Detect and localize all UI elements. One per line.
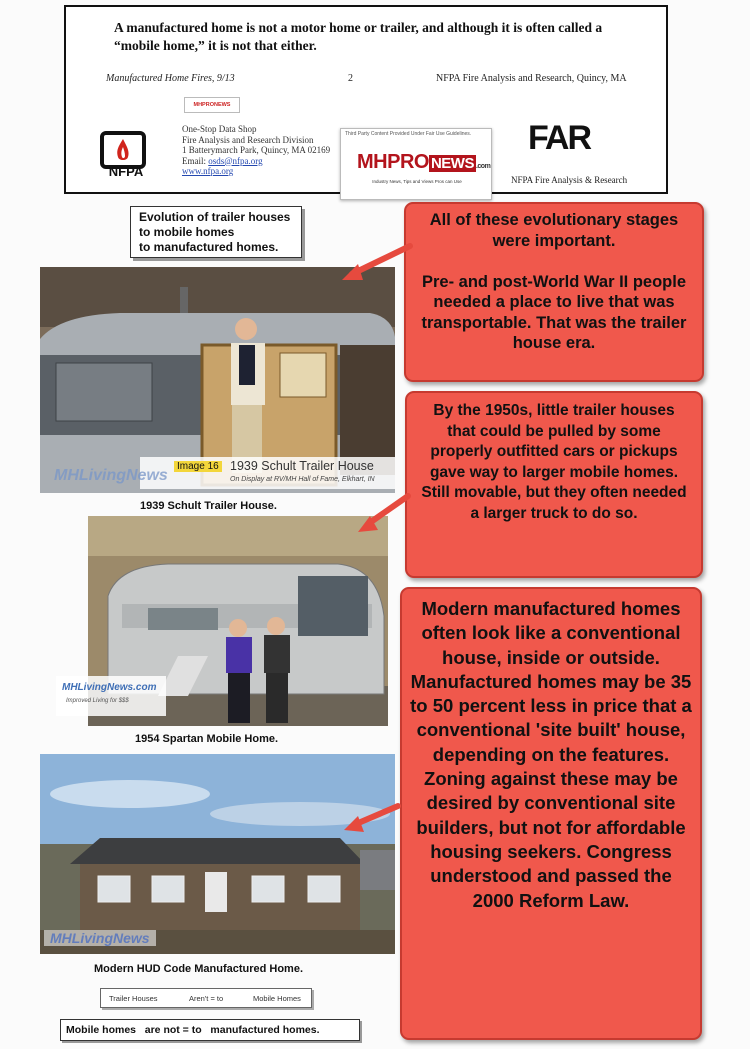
comparison-mid: Aren't = to (189, 994, 224, 1003)
email-link[interactable]: osds@nfpa.org (208, 155, 263, 166)
badge-tagline: Industry News, Tips and Views Pros can Use (372, 179, 462, 184)
report-source: Manufactured Home Fires, 9/13 (106, 73, 235, 84)
callout-mobile-home-era: By the 1950s, little trailer houses that could be pulled by some properly outfitted cars or pickups gave way to larger mobile homes. Still movable, but they often needed a larger truck to do so. (405, 391, 703, 578)
callout-trailer-era: All of these evolutionary stages were important. Pre- and post-World War II people needed a place to live that was transportable. That was the trailer house era. (404, 202, 704, 382)
evolution-line: to mobile homes (139, 225, 235, 239)
watermark (56, 676, 166, 716)
evolution-line: Evolution of trailer houses (139, 210, 291, 224)
logo-com: .com (475, 163, 491, 170)
report-quote: A manufactured home is not a motor home or trailer, and although it is often called a “mobile home,” it is not that either. (114, 20, 603, 53)
image-number-tag: Image 16 (174, 461, 222, 472)
fair-use-disclaimer: Third Party Content Provided Under Fair Use Guidelines. (345, 131, 472, 137)
address-block (182, 124, 330, 177)
nfpa-logo-text: NFPA (108, 164, 144, 179)
website-link[interactable]: www.nfpa.org (182, 166, 234, 176)
address-line: 1 Batterymarch Park, Quincy, MA 02169 (182, 145, 331, 155)
photo-caption: 1939 Schult Trailer House. (140, 500, 277, 512)
overlay-title: 1939 Schult Trailer House (230, 459, 374, 473)
watermark: MHLivingNews (44, 930, 156, 946)
watermark: MHLivingNews (54, 467, 168, 484)
small-mhpronews-badge: MHPRONEWS (184, 97, 240, 113)
photo-spartan-mobile-home (62, 516, 388, 726)
email-row (182, 156, 330, 167)
far-logo (528, 119, 590, 158)
arrow-icon (340, 800, 404, 836)
far-caption: NFPA Fire Analysis & Research (511, 175, 628, 185)
photo-overlay-banner (140, 457, 395, 489)
overlay-subtitle: On Display at RV/MH Hall of Fame, Elkhart, IN (230, 476, 375, 483)
logo-news: NEWS (430, 155, 474, 172)
photo-modern-manufactured-home (40, 754, 395, 954)
photo-caption: 1954 Spartan Mobile Home. (135, 733, 279, 745)
comparison-right: Mobile Homes (253, 994, 301, 1003)
far-logo-text: FAR (528, 119, 590, 157)
photo-caption: Modern HUD Code Manufactured Home. (94, 963, 304, 975)
evolution-line: to manufactured homes. (139, 240, 279, 254)
report-organization: NFPA Fire Analysis and Research, Quincy, MA (436, 73, 627, 84)
comparison-left: Trailer Houses (109, 994, 158, 1003)
watermark-subtitle: Improved Living for $$$ (66, 698, 129, 704)
report-page-number: 2 (348, 73, 353, 84)
mhpronews-logo (357, 151, 491, 175)
logo-mh: MHPRO (357, 151, 429, 173)
evolution-title-box (130, 206, 302, 258)
mhpronews-badge[interactable] (340, 128, 492, 200)
address-line: Fire Analysis and Research Division (182, 134, 314, 145)
callout-manufactured-home-era: Modern manufactured homes often look like a conventional house, inside or outside. Manufactured homes may be 35 to 50 percent less in price that a conventional 'site built' house, depending on the features. Zoning against these may be desired by conventional site builders, but not for affordable housing seekers. Congress understood and passed the 2000 Reform Law. (400, 587, 702, 1040)
email-label: Email: (182, 155, 206, 166)
arrow-icon (336, 240, 416, 284)
trailer-vs-mobile-box (100, 988, 312, 1008)
arrow-icon (354, 490, 414, 536)
photo-schult-trailer (40, 267, 395, 493)
watermark-title: MHLivingNews.com (62, 682, 157, 693)
address-line: One-Stop Data Shop (182, 124, 257, 134)
mobile-vs-manufactured-box: Mobile homes are not = to manufactured homes. (60, 1019, 360, 1041)
modern-home-image (40, 754, 395, 954)
